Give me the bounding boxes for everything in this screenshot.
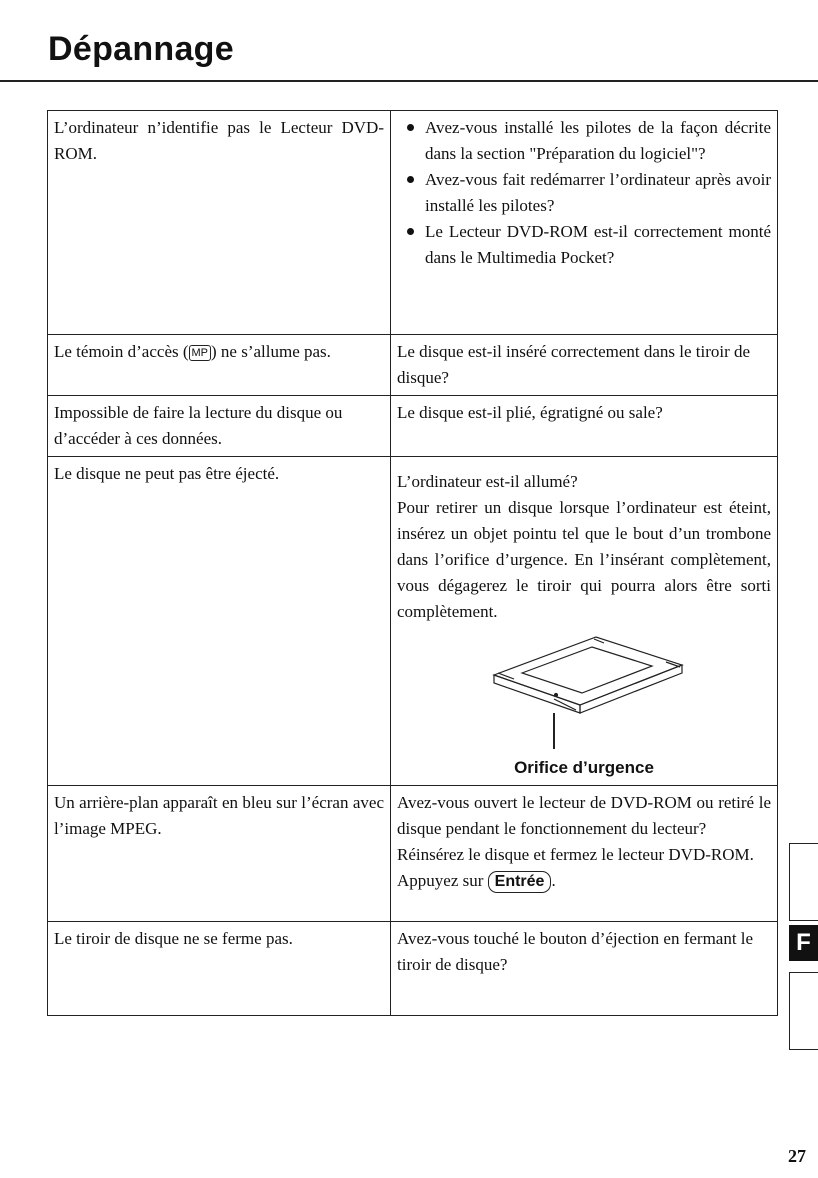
remedy-list	[397, 115, 771, 271]
table-row	[48, 111, 778, 335]
problem-text: ) ne s’allume pas.	[211, 342, 331, 361]
enter-key-icon: Entrée	[488, 871, 552, 893]
list-item: Le Lecteur DVD-ROM est-il correctement monté dans le Multimedia Pocket?	[425, 219, 771, 271]
title-rule	[0, 80, 818, 82]
remedy-action	[397, 842, 771, 894]
language-tab-f: F	[789, 925, 818, 961]
problem-cell: Impossible de faire la lecture du disque ou d’accéder à ces données.	[48, 396, 391, 457]
section-tab-bottom	[789, 972, 818, 1050]
remedy-text: Réinsérez le disque et fermez le lecteur DVD-ROM. Appuyez sur	[397, 845, 754, 890]
problem-cell: Le disque ne peut pas être éjecté.	[48, 457, 391, 786]
remedy-cell	[391, 786, 778, 922]
table-row	[48, 396, 778, 457]
remedy-punct: .	[551, 871, 556, 890]
table-row	[48, 457, 778, 786]
remedy-cell: Le disque est-il plié, égratigné ou sale?	[391, 396, 778, 457]
problem-cell: Le tiroir de disque ne se ferme pas.	[48, 922, 391, 1016]
problem-text: Le témoin d’accès (	[54, 342, 189, 361]
remedy-question: L’ordinateur est-il allumé?	[397, 472, 578, 491]
figure-caption: Orifice d’urgence	[514, 758, 654, 777]
remedy-cell: Le disque est-il inséré correctement dans le tiroir de disque?	[391, 335, 778, 396]
table-row	[48, 922, 778, 1016]
page-title: Dépannage	[48, 30, 234, 68]
dvd-drive-illustration	[484, 633, 684, 753]
drive-figure	[397, 633, 771, 781]
remedy-cell	[391, 111, 778, 335]
remedy-question: Avez-vous ouvert le lecteur de DVD-ROM ou retiré le disque pendant le fonctionnement du lecteur?	[397, 793, 771, 838]
mp-access-indicator-icon: MP	[189, 345, 212, 361]
problem-cell: Un arrière-plan apparaît en bleu sur l’écran avec l’image MPEG.	[48, 786, 391, 922]
table-row	[48, 786, 778, 922]
section-tab-top	[789, 843, 818, 921]
remedy-cell: Avez-vous touché le bouton d’éjection en fermant le tiroir de disque?	[391, 922, 778, 1016]
list-item: Avez-vous installé les pilotes de la façon décrite dans la section "Préparation du logiciel"?	[425, 115, 771, 167]
troubleshooting-table	[47, 110, 778, 1016]
list-item: Avez-vous fait redémarrer l’ordinateur après avoir installé les pilotes?	[425, 167, 771, 219]
table-row	[48, 335, 778, 396]
problem-cell: L’ordinateur n’identifie pas le Lecteur DVD-ROM.	[48, 111, 391, 335]
remedy-text: Pour retirer un disque lorsque l’ordinateur est éteint, insérez un objet pointu tel que le bout d’un trombone dans l’orifice d’urgence. En l’insérant complètement, vous dégagerez le tiroir qui pourra alors être sorti complètement.	[397, 498, 771, 621]
page-number: 27	[788, 1146, 806, 1166]
problem-cell	[48, 335, 391, 396]
remedy-cell	[391, 457, 778, 786]
